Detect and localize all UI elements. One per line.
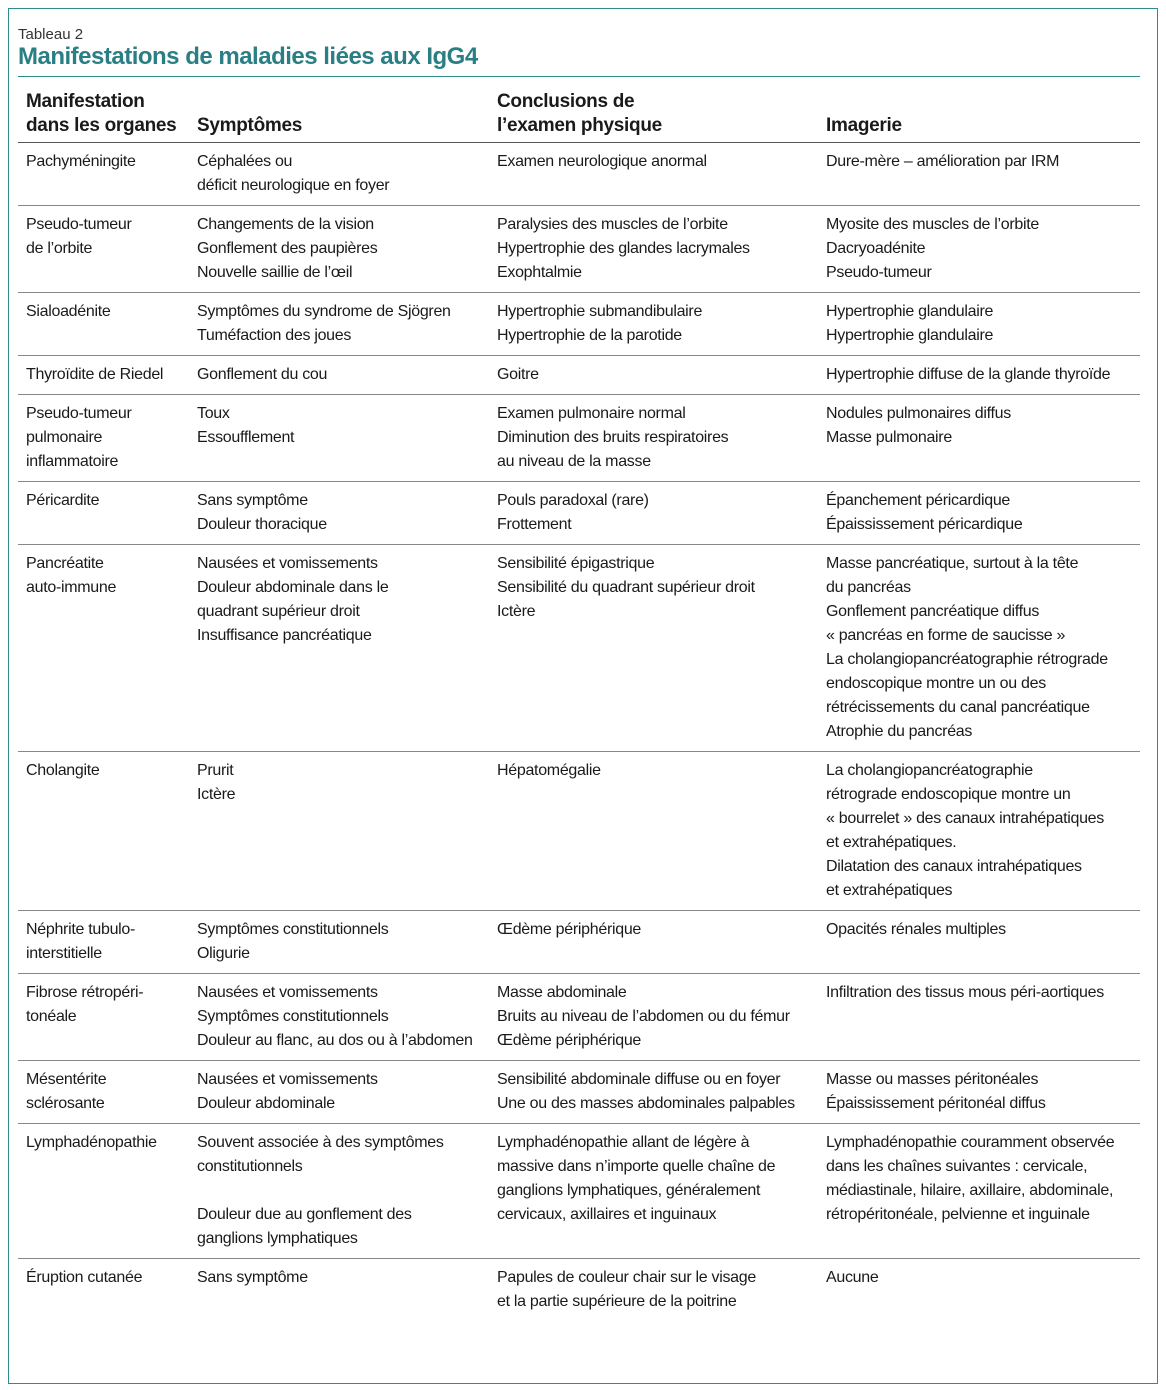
cell-line: Douleur abdominale [197, 1095, 335, 1112]
cell-line: rétrécissements du canal pancréatique [826, 699, 1090, 716]
cell-symptoms [189, 911, 489, 974]
cell-line [197, 1191, 483, 1203]
cell-line: et la partie supérieure de la poitrine [497, 1293, 737, 1310]
cell-line: Atrophie du pancréas [826, 723, 973, 740]
cell-line: Sans symptôme [197, 1269, 308, 1286]
cell-line: Ictère [497, 603, 536, 620]
cell-exam [489, 293, 818, 356]
cell-line: Douleur abdominale dans le [197, 579, 389, 596]
cell-symptoms [189, 206, 489, 293]
cell-organ [18, 911, 189, 974]
table-row [18, 1259, 1140, 1322]
cell-line: Douleur thoracique [197, 516, 327, 533]
cell-line: Céphalées ou [197, 153, 293, 170]
cell-line: Opacités rénales multiples [826, 921, 1006, 938]
cell-line: Gonflement pancréatique diffus [826, 603, 1040, 620]
cell-line: Toux [197, 405, 230, 422]
cell-line: Frottement [497, 516, 572, 533]
table-label: Tableau 2 [18, 26, 84, 43]
cell-line: Pseudo-tumeur [826, 264, 932, 281]
cell-exam [489, 1061, 818, 1124]
table-row [18, 911, 1140, 974]
table-row [18, 143, 1140, 206]
header-line: Conclusions de [497, 91, 635, 112]
table-row [18, 1061, 1140, 1124]
header-line: Manifestation [26, 91, 145, 112]
table-row [18, 395, 1140, 482]
header-line: dans les organes [26, 115, 177, 136]
header-organ [18, 88, 189, 143]
cell-line: Infiltration des tissus mous péri-aortiques [826, 984, 1104, 1001]
cell-exam [489, 143, 818, 206]
cell-symptoms [189, 143, 489, 206]
cell-line: Oligurie [197, 945, 250, 962]
cell-line: Nouvelle saillie de l’œil [197, 264, 353, 281]
table-row [18, 974, 1140, 1061]
cell-line: tonéale [26, 1008, 77, 1025]
cell-symptoms [189, 395, 489, 482]
cell-line: cervicaux, axillaires et inguinaux [497, 1206, 717, 1223]
cell-line: Nodules pulmonaires diffus [826, 405, 1011, 422]
cell-line: Gonflement du cou [197, 366, 328, 383]
cell-line: Fibrose rétropéri- [26, 984, 144, 1001]
cell-organ [18, 1259, 189, 1322]
cell-line: Sialoadénite [26, 303, 111, 320]
cell-line: et extrahépatiques. [826, 834, 957, 851]
cell-organ [18, 1061, 189, 1124]
cell-symptoms [189, 1124, 489, 1259]
cell-line: Nausées et vomissements [197, 984, 378, 1001]
cell-line: Hypertrophie submandibulaire [497, 303, 703, 320]
table-row [18, 293, 1140, 356]
cell-line: Insuffisance pancréatique [197, 627, 372, 644]
cell-exam [489, 1259, 818, 1322]
cell-line: dans les chaînes suivantes : cervicale, [826, 1158, 1088, 1175]
cell-line: ganglions lymphatiques [197, 1230, 358, 1247]
cell-line: médiastinale, hilaire, axillaire, abdominale, [826, 1182, 1114, 1199]
cell-symptoms [189, 974, 489, 1061]
cell-line: Tuméfaction des joues [197, 327, 352, 344]
cell-line: Pancréatite [26, 555, 104, 572]
cell-line: Examen neurologique anormal [497, 153, 707, 170]
cell-line: auto-immune [26, 579, 117, 596]
cell-line: Gonflement des paupières [197, 240, 378, 257]
cell-exam [489, 395, 818, 482]
cell-line: du pancréas [826, 579, 911, 596]
cell-line: ganglions lymphatiques, généralement [497, 1182, 761, 1199]
cell-symptoms [189, 545, 489, 752]
cell-imaging [818, 1259, 1140, 1322]
cell-imaging [818, 206, 1140, 293]
cell-line: Examen pulmonaire normal [497, 405, 686, 422]
cell-line: Masse pancréatique, surtout à la tête [826, 555, 1079, 572]
table-row [18, 356, 1140, 395]
header-line: Symptômes [197, 115, 303, 136]
cell-line: de l’orbite [26, 240, 93, 257]
cell-line: Œdème périphérique [497, 1032, 642, 1049]
header-line: l’examen physique [497, 115, 662, 136]
header-imaging [818, 88, 1140, 143]
cell-organ [18, 206, 189, 293]
cell-line: Épaississement péritonéal diffus [826, 1095, 1046, 1112]
cell-line: et extrahépatiques [826, 882, 953, 899]
cell-line: constitutionnels [197, 1158, 303, 1175]
cell-line: Hépatomégalie [497, 762, 601, 779]
header-exam [489, 88, 818, 143]
header-line: Imagerie [826, 115, 902, 136]
cell-organ [18, 143, 189, 206]
cell-line: Symptômes constitutionnels [197, 1008, 389, 1025]
cell-organ [18, 1124, 189, 1259]
cell-line: Aucune [826, 1269, 879, 1286]
cell-line: Épaississement péricardique [826, 516, 1023, 533]
header-symptoms [189, 88, 489, 143]
cell-line: inflammatoire [26, 453, 119, 470]
cell-line: Nausées et vomissements [197, 555, 378, 572]
cell-imaging [818, 1124, 1140, 1259]
cell-line: Essoufflement [197, 429, 295, 446]
cell-line: Bruits au niveau de l’abdomen ou du fémur [497, 1008, 790, 1025]
cell-line: Pachyméningite [26, 153, 136, 170]
cell-line: Myosite des muscles de l’orbite [826, 216, 1040, 233]
cell-line: pulmonaire [26, 429, 103, 446]
header-row [18, 88, 1140, 143]
cell-organ [18, 395, 189, 482]
cell-exam [489, 545, 818, 752]
cell-line: rétrograde endoscopique montre un [826, 786, 1071, 803]
cell-line: Cholangite [26, 762, 100, 779]
cell-line: La cholangiopancréatographie [826, 762, 1033, 779]
cell-line: Masse ou masses péritonéales [826, 1071, 1039, 1088]
cell-organ [18, 752, 189, 911]
table-row [18, 1124, 1140, 1259]
cell-imaging [818, 293, 1140, 356]
cell-line: Dure-mère – amélioration par IRM [826, 153, 1060, 170]
cell-line: Dacryoadénite [826, 240, 926, 257]
cell-imaging [818, 752, 1140, 911]
cell-line: Douleur due au gonflement des [197, 1206, 412, 1223]
cell-line: Hypertrophie glandulaire [826, 327, 994, 344]
cell-line: Douleur au flanc, au dos ou à l’abdomen [197, 1032, 473, 1049]
cell-exam [489, 911, 818, 974]
cell-symptoms [189, 293, 489, 356]
table-row [18, 545, 1140, 752]
cell-line: Masse pulmonaire [826, 429, 952, 446]
cell-exam [489, 482, 818, 545]
cell-line: Pseudo-tumeur [26, 405, 132, 422]
cell-line: Une ou des masses abdominales palpables [497, 1095, 795, 1112]
manifestations-table [18, 88, 1140, 1321]
cell-line: Thyroïdite de Riedel [26, 366, 164, 383]
cell-line: Souvent associée à des symptômes [197, 1134, 444, 1151]
cell-line: Éruption cutanée [26, 1269, 143, 1286]
cell-exam [489, 206, 818, 293]
cell-line: Sensibilité du quadrant supérieur droit [497, 579, 755, 596]
cell-line: Symptômes constitutionnels [197, 921, 389, 938]
cell-symptoms [189, 1061, 489, 1124]
table-row [18, 752, 1140, 911]
cell-line: Mésentérite [26, 1071, 107, 1088]
cell-line: Hypertrophie des glandes lacrymales [497, 240, 750, 257]
cell-organ [18, 356, 189, 395]
cell-imaging [818, 911, 1140, 974]
cell-line: Lymphadénopathie allant de légère à [497, 1134, 750, 1151]
cell-exam [489, 752, 818, 911]
cell-imaging [818, 395, 1140, 482]
cell-line: La cholangiopancréatographie rétrograde [826, 651, 1108, 668]
cell-line: Ictère [197, 786, 236, 803]
cell-line: Exophtalmie [497, 264, 582, 281]
cell-organ [18, 482, 189, 545]
cell-line: Néphrite tubulo- [26, 921, 136, 938]
cell-line: au niveau de la masse [497, 453, 651, 470]
cell-line: Dilatation des canaux intrahépatiques [826, 858, 1082, 875]
table-row [18, 482, 1140, 545]
title-divider [18, 76, 1140, 77]
cell-line: Hypertrophie glandulaire [826, 303, 994, 320]
cell-line: Nausées et vomissements [197, 1071, 378, 1088]
cell-line: rétropéritonéale, pelvienne et inguinale [826, 1206, 1090, 1223]
cell-line: Œdème périphérique [497, 921, 642, 938]
cell-imaging [818, 143, 1140, 206]
table-row [18, 206, 1140, 293]
cell-line: Paralysies des muscles de l’orbite [497, 216, 728, 233]
cell-line: Pseudo-tumeur [26, 216, 132, 233]
cell-imaging [818, 1061, 1140, 1124]
cell-line: massive dans n’importe quelle chaîne de [497, 1158, 776, 1175]
cell-symptoms [189, 356, 489, 395]
cell-line: Diminution des bruits respiratoires [497, 429, 729, 446]
cell-imaging [818, 974, 1140, 1061]
cell-line: endoscopique montre un ou des [826, 675, 1046, 692]
cell-exam [489, 356, 818, 395]
cell-line: Goitre [497, 366, 539, 383]
cell-organ [18, 293, 189, 356]
cell-line: Sensibilité abdominale diffuse ou en foyer [497, 1071, 781, 1088]
cell-line: Changements de la vision [197, 216, 374, 233]
cell-line: Lymphadénopathie couramment observée [826, 1134, 1115, 1151]
cell-symptoms [189, 482, 489, 545]
cell-symptoms [189, 752, 489, 911]
cell-line: Papules de couleur chair sur le visage [497, 1269, 756, 1286]
cell-line: Sensibilité épigastrique [497, 555, 655, 572]
cell-line: quadrant supérieur droit [197, 603, 360, 620]
cell-line: interstitielle [26, 945, 102, 962]
table-title: Manifestations de maladies liées aux IgG4 [18, 43, 478, 70]
cell-line: Pouls paradoxal (rare) [497, 492, 649, 509]
table-body [18, 143, 1140, 1322]
cell-exam [489, 974, 818, 1061]
cell-line: « bourrelet » des canaux intrahépatiques [826, 810, 1104, 827]
cell-line: Symptômes du syndrome de Sjögren [197, 303, 451, 320]
cell-line: Masse abdominale [497, 984, 627, 1001]
cell-organ [18, 545, 189, 752]
cell-line: sclérosante [26, 1095, 105, 1112]
cell-line: Hypertrophie diffuse de la glande thyroïde [826, 366, 1111, 383]
cell-organ [18, 974, 189, 1061]
cell-exam [489, 1124, 818, 1259]
cell-symptoms [189, 1259, 489, 1322]
cell-line: Sans symptôme [197, 492, 308, 509]
cell-line: déficit neurologique en foyer [197, 177, 390, 194]
cell-line: Lymphadénopathie [26, 1134, 157, 1151]
cell-imaging [818, 356, 1140, 395]
cell-line: Péricardite [26, 492, 100, 509]
cell-line: Épanchement péricardique [826, 492, 1011, 509]
cell-line: Prurit [197, 762, 234, 779]
cell-line [197, 1179, 483, 1191]
cell-imaging [818, 482, 1140, 545]
cell-line: « pancréas en forme de saucisse » [826, 627, 1066, 644]
cell-imaging [818, 545, 1140, 752]
cell-line: Hypertrophie de la parotide [497, 327, 682, 344]
